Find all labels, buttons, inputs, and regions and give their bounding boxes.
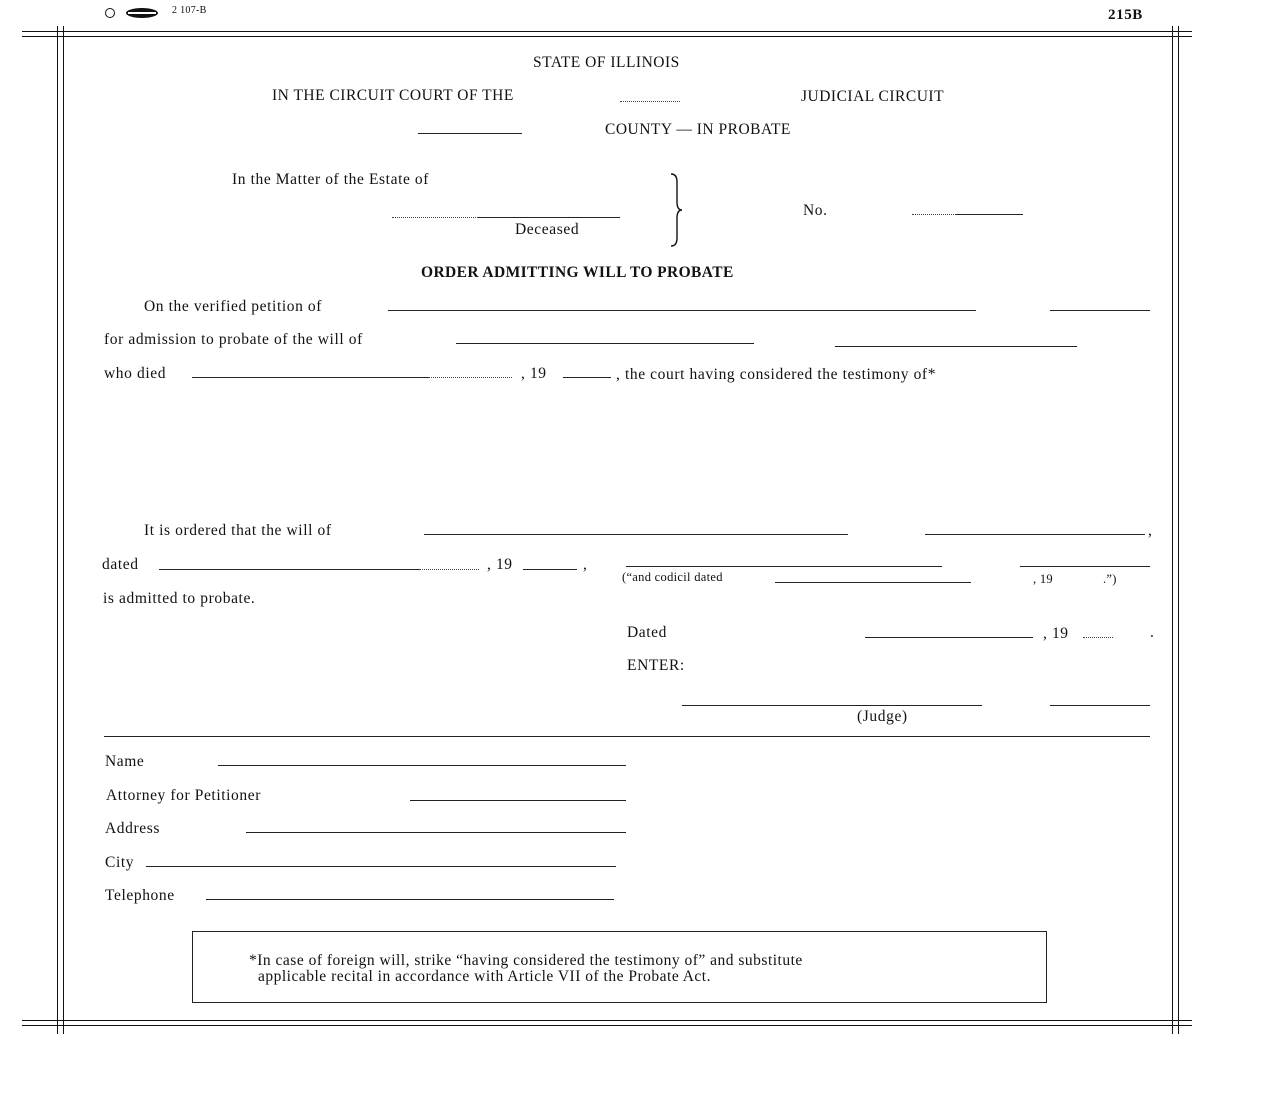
died-label: who died — [104, 365, 167, 382]
admitted-label: is admitted to probate. — [103, 590, 256, 607]
attorney-label: Attorney for Petitioner — [106, 787, 261, 804]
telephone-label: Telephone — [105, 887, 175, 904]
attorney-name-label: Name — [105, 753, 145, 770]
will-date-blank-dotted — [419, 569, 479, 570]
court-heading-left: IN THE CIRCUIT COURT OF THE — [272, 87, 514, 104]
testator-blank — [456, 343, 754, 344]
will-date-blank — [159, 569, 419, 570]
section-divider — [104, 736, 1150, 737]
case-number-label: No. — [803, 202, 828, 219]
estate-name-blank-dotted — [392, 217, 478, 218]
form-number: 215B — [1108, 7, 1143, 23]
order-year-prefix: , 19 — [1043, 625, 1069, 642]
case-number-blank-dotted — [912, 214, 956, 215]
footnote-line-2: applicable recital in accordance with Article VII of the Probate Act. — [258, 968, 711, 985]
codicil-date-blank — [775, 582, 971, 583]
testator-blank-end — [835, 346, 1077, 347]
county-blank — [418, 133, 522, 134]
will-year-blank — [523, 569, 577, 570]
ordered-will-blank — [424, 534, 848, 535]
order-year-blank — [1083, 637, 1113, 638]
attorney-name-blank — [218, 765, 626, 766]
death-date-blank — [192, 377, 428, 378]
deceased-label: Deceased — [515, 221, 580, 238]
death-date-blank-dotted — [428, 377, 512, 378]
will-year-prefix: , 19 — [487, 556, 513, 573]
dated-label: dated — [102, 556, 139, 573]
address-blank — [246, 832, 626, 833]
judge-label: (Judge) — [857, 708, 908, 725]
ordered-label: It is ordered that the will of — [144, 522, 332, 539]
case-brace — [665, 172, 685, 248]
circuit-blank — [620, 101, 680, 102]
address-label: Address — [105, 820, 160, 837]
admission-label: for admission to probate of the will of — [104, 331, 363, 348]
codicil-label: (“and codicil dated — [622, 570, 723, 584]
state-heading: STATE OF ILLINOIS — [533, 54, 680, 71]
order-date-period: . — [1150, 624, 1155, 641]
codicil-close: .”) — [1103, 572, 1117, 586]
petitioner-blank-end — [1050, 310, 1150, 311]
ordered-will-blank-end — [925, 534, 1145, 535]
telephone-blank — [206, 899, 614, 900]
publisher-logo — [104, 6, 164, 20]
codicil-top-blank-end — [1020, 566, 1150, 567]
petitioner-blank — [388, 310, 976, 311]
city-blank — [146, 866, 616, 867]
death-year-prefix: , 19 — [521, 365, 547, 382]
judge-signature-line-end — [1050, 705, 1150, 706]
form-code: 2 107-B — [172, 5, 207, 16]
judge-signature-line — [682, 705, 982, 706]
case-number-blank — [956, 214, 1023, 215]
attorney-blank — [410, 800, 626, 801]
petition-label: On the verified petition of — [144, 298, 323, 315]
death-year-blank — [563, 377, 611, 378]
codicil-year-prefix: , 19 — [1033, 572, 1053, 586]
footnote-line-1: *In case of foreign will, strike “having considered the testimony of” and substitute — [249, 952, 803, 969]
order-title: ORDER ADMITTING WILL TO PROBATE — [421, 264, 734, 281]
order-dated-label: Dated — [627, 624, 668, 641]
city-label: City — [105, 854, 135, 871]
estate-matter-label: In the Matter of the Estate of — [232, 171, 430, 188]
codicil-top-blank — [626, 566, 942, 567]
testimony-label: , the court having considered the testimony of* — [616, 366, 937, 383]
estate-name-blank — [478, 217, 620, 218]
county-heading: COUNTY — IN PROBATE — [605, 121, 791, 138]
order-date-blank — [865, 637, 1033, 638]
court-heading-right: JUDICIAL CIRCUIT — [801, 88, 945, 105]
will-date-comma: , — [583, 556, 588, 573]
enter-label: ENTER: — [627, 657, 685, 674]
ordered-comma: , — [1148, 522, 1153, 539]
